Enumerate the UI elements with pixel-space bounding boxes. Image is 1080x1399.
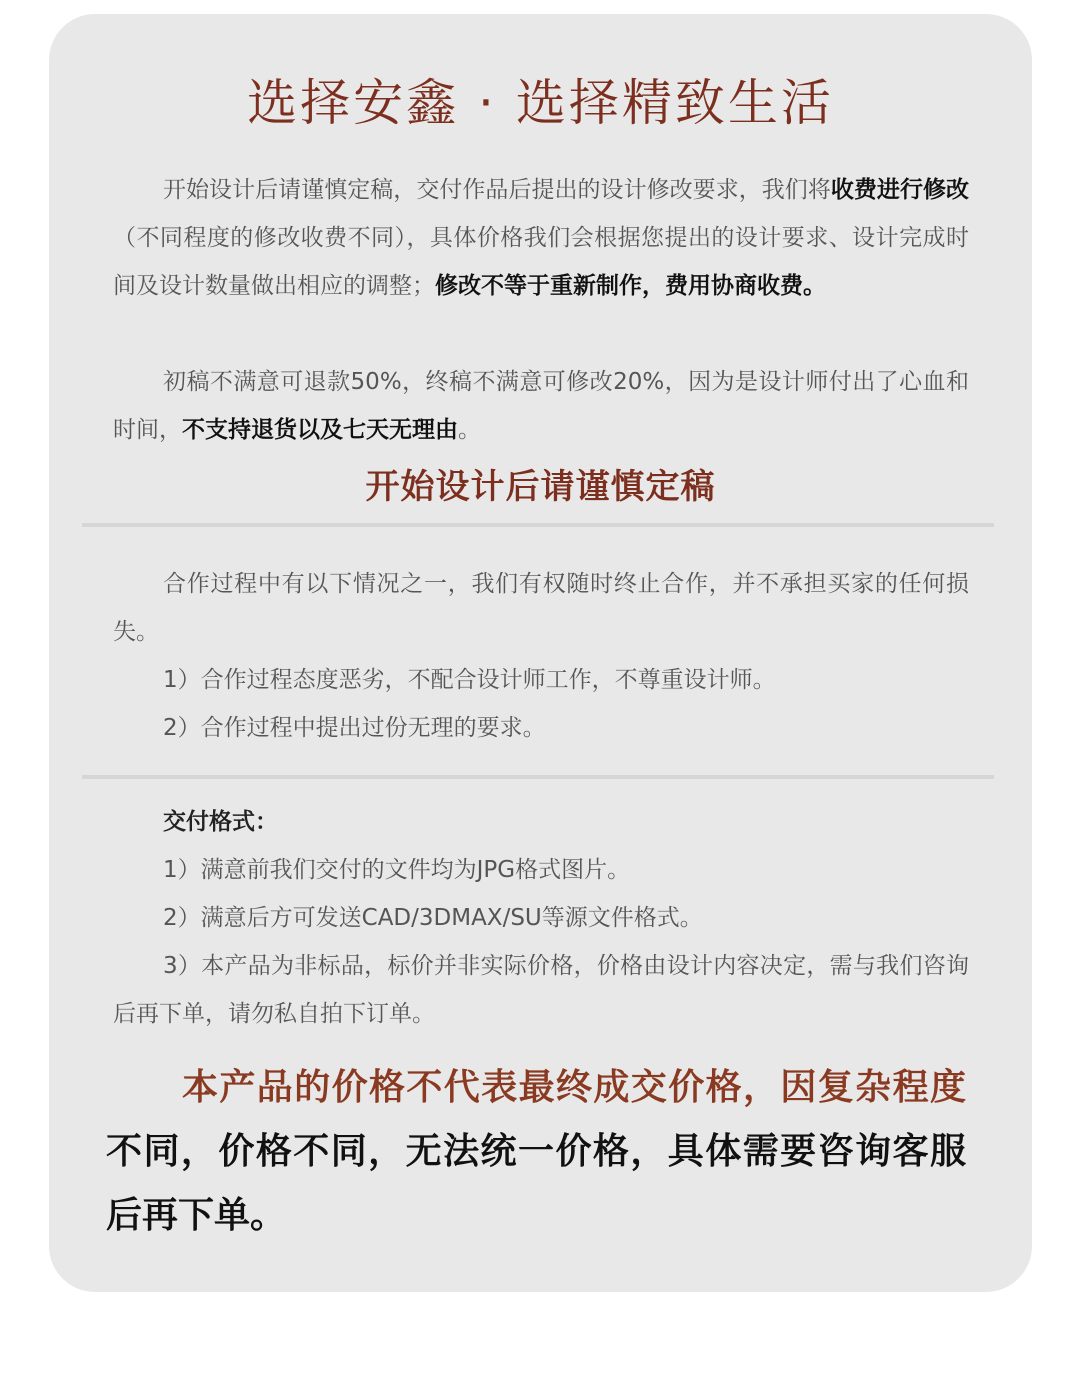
refund-policy-paragraph <box>113 358 969 454</box>
remake-fee-emphasis: 修改不等于重新制作，费用协商收费。 <box>435 273 826 299</box>
delivery-format-item: 1）满意前我们交付的文件均为JPG格式图片。 <box>163 857 631 883</box>
refund-policy-end: 。 <box>458 417 481 443</box>
modification-policy-paragraph <box>113 166 969 310</box>
delivery-format-heading: 交付格式： <box>163 809 278 835</box>
delivery-format-item: 3）本产品为非标品，标价并非实际价格，价格由设计内容决定，需与我们咨询后再下单，请勿私自拍下订单。 <box>113 953 969 1027</box>
termination-intro: 合作过程中有以下情况之一，我们有权随时终止合作，并不承担买家的任何损失。 <box>113 571 969 645</box>
no-return-emphasis: 不支持退货以及七天无理由 <box>182 417 458 443</box>
refund-policy-text: 初稿不满意可退款50%，终稿不满意可修改20%，因为是设计师付出了心血和时间， <box>113 369 969 443</box>
modification-fee-emphasis: 收费进行修改 <box>830 177 970 203</box>
modification-policy-text: 开始设计后请谨慎定稿，交付作品后提出的设计修改要求，我们将 <box>163 177 831 203</box>
price-notice-text: 不同，价格不同，无法统一价格，具体需要咨询客服后再下单。 <box>106 1131 966 1236</box>
modification-policy-detail: （不同程度的修改收费不同），具体价格我们会根据您提出的设计要求、设计完成时间及设计数量做出相应的调整； <box>113 225 969 299</box>
page-title: 选择安鑫 · 选择精致生活 <box>247 74 834 132</box>
price-notice-accent: 本产品的价格不代表最终成交价格，因复杂程度 <box>182 1067 966 1108</box>
termination-item: 1）合作过程态度恶劣，不配合设计师工作，不尊重设计师。 <box>163 667 776 693</box>
content-card <box>49 14 1032 1292</box>
termination-item: 2）合作过程中提出过份无理的要求。 <box>163 715 546 741</box>
price-notice <box>106 1056 966 1248</box>
section-subtitle: 开始设计后请谨慎定稿 <box>365 467 716 507</box>
delivery-format-item: 2）满意后方可发送CAD/3DMAX/SU等源文件格式。 <box>163 905 703 931</box>
divider <box>82 523 994 527</box>
divider <box>82 775 994 779</box>
